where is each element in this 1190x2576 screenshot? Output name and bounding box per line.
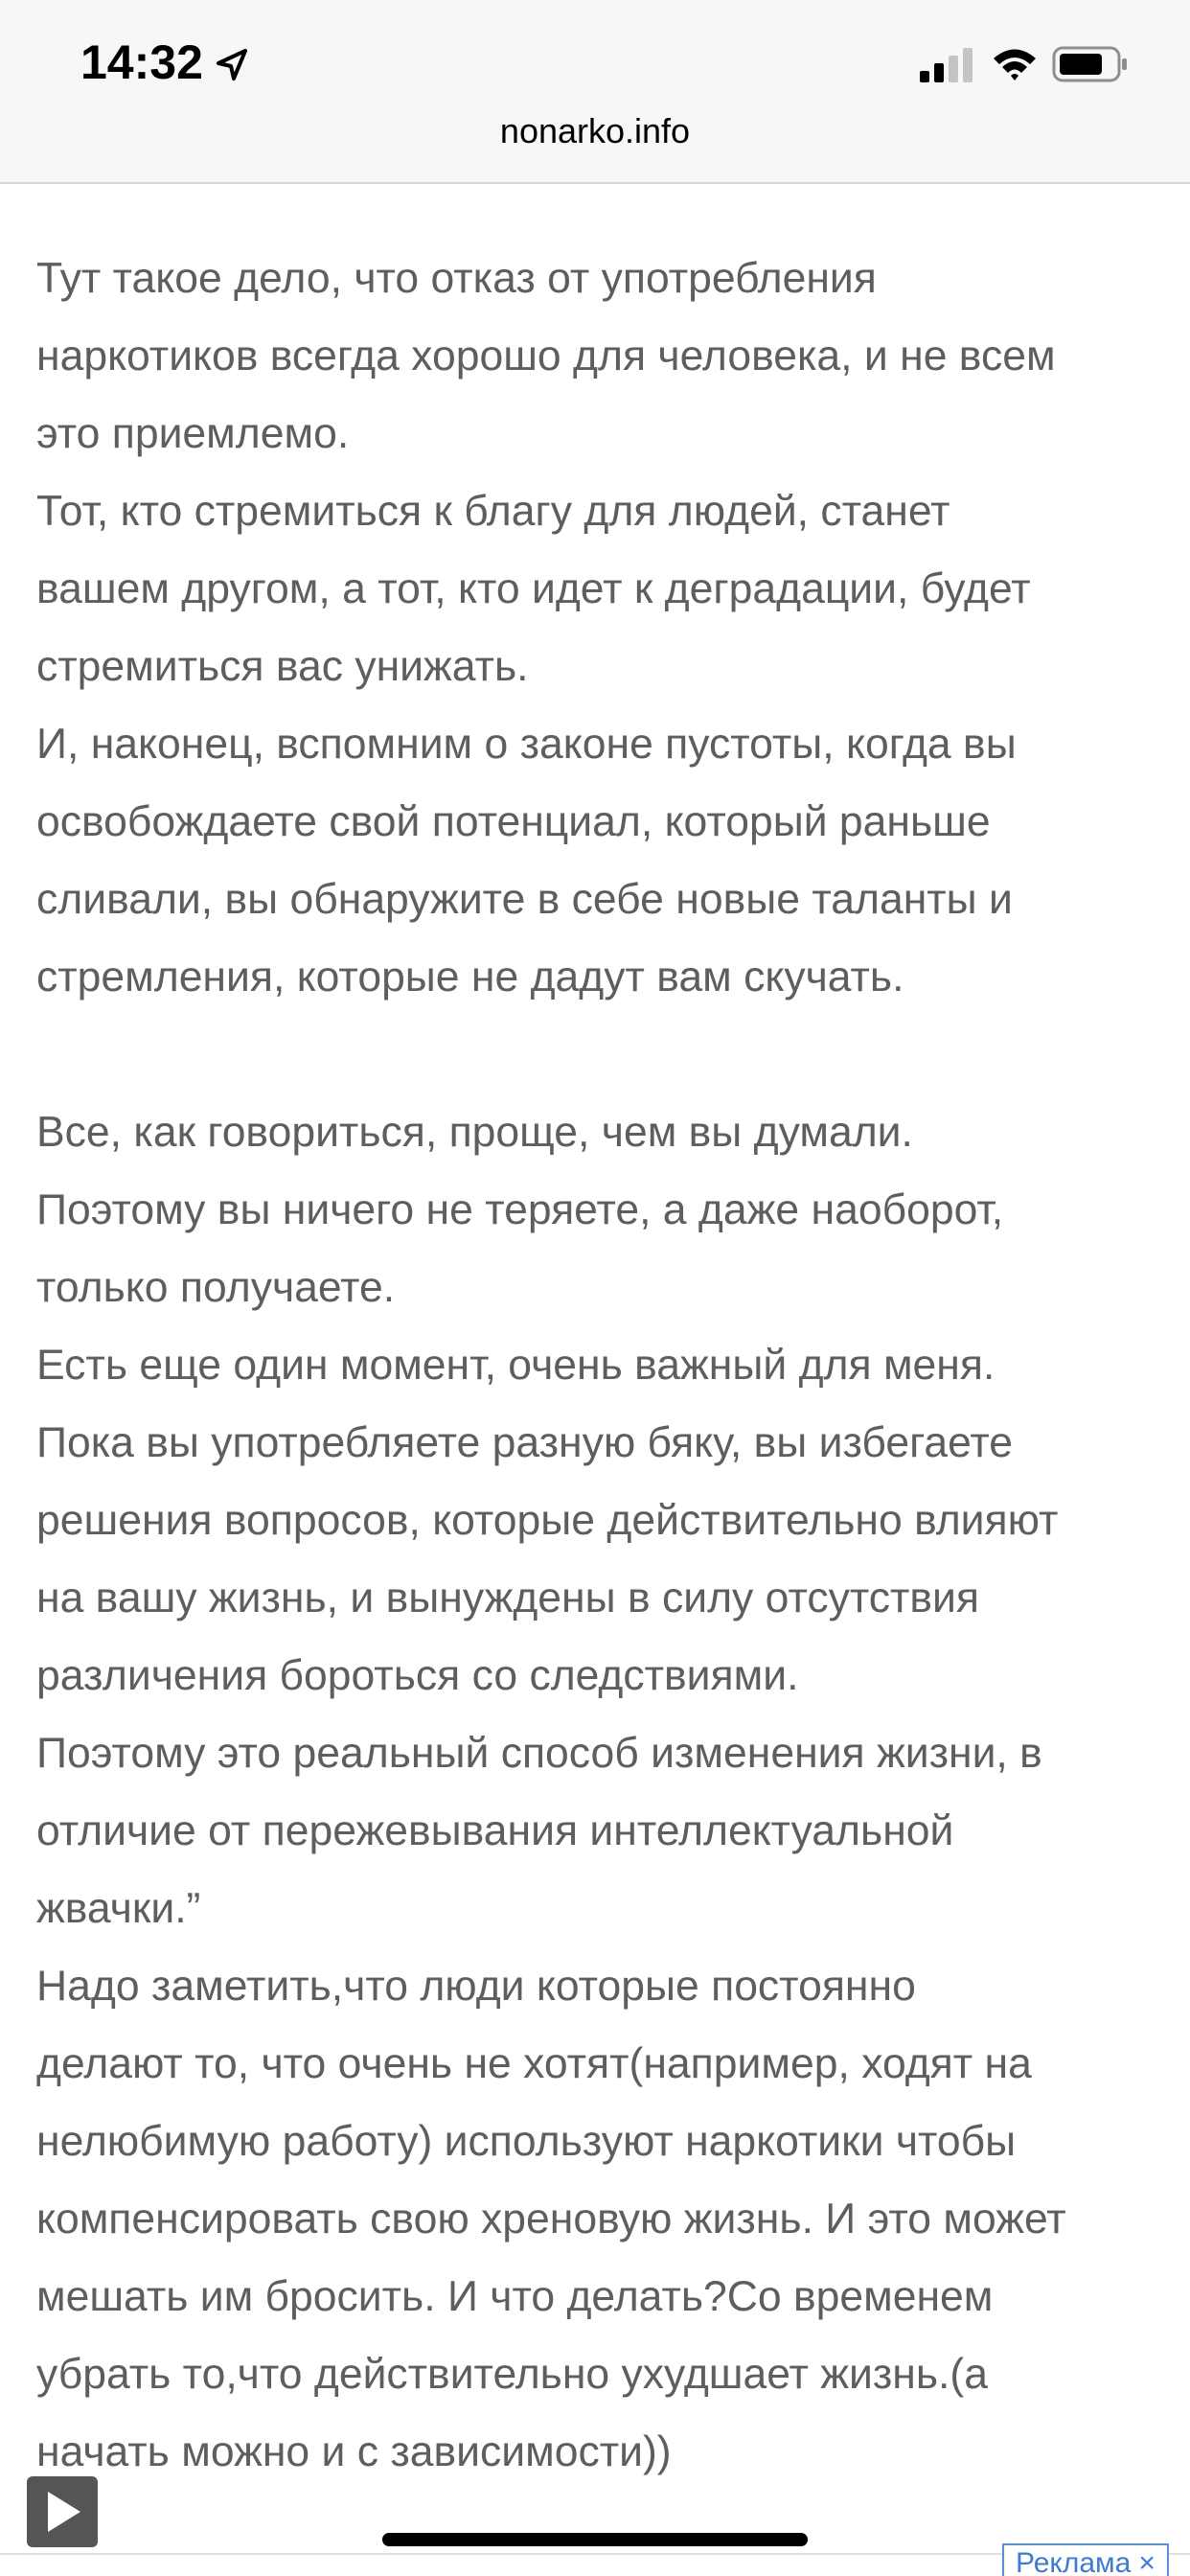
article-line: мешать им бросить. И что делать?Со временем bbox=[36, 2273, 994, 2320]
article-line: Есть еще один момент, очень важный для меня. bbox=[36, 1342, 995, 1389]
cellular-signal-icon bbox=[920, 48, 973, 82]
article-line: вашем другом, а тот, кто идет к деградации, будет bbox=[36, 565, 1031, 612]
article-line: Тот, кто стремиться к благу для людей, станет bbox=[36, 488, 950, 535]
status-time: 14:32 bbox=[80, 35, 203, 89]
browser-top-bar bbox=[0, 0, 1190, 184]
url-domain[interactable]: nonarko.info bbox=[499, 111, 691, 150]
article-line: на вашу жизнь, и вынуждены в силу отсутствия bbox=[36, 1575, 979, 1622]
article-line: Тут такое дело, что отказ от употребления bbox=[36, 255, 877, 302]
article-line: сливали, вы обнаружите в себе новые таланты и bbox=[36, 876, 1013, 923]
article-line: наркотиков всегда хорошо для человека, и не всем bbox=[36, 333, 1056, 380]
article-line: делают то, что очень не хотят(например, ходят на bbox=[36, 2040, 1032, 2087]
paragraph-gap bbox=[36, 1016, 1167, 1093]
play-icon bbox=[27, 2476, 98, 2547]
battery-icon bbox=[1052, 44, 1129, 84]
article-line: Поэтому вы ничего не теряете, а даже наоборот, bbox=[36, 1186, 1004, 1233]
article-line: это приемлемо. bbox=[36, 410, 350, 457]
home-indicator[interactable] bbox=[382, 2533, 808, 2546]
article-line: отличие от пережевывания интеллектуальной bbox=[36, 1807, 954, 1854]
ad-label: Реклама bbox=[1016, 2547, 1132, 2576]
article-line: только получаете. bbox=[36, 1264, 396, 1311]
article-line: убрать то,что действительно ухудшает жизнь.(а bbox=[36, 2351, 988, 2398]
article-line: Надо заметить,что люди которые постоянно bbox=[36, 1963, 916, 2010]
wifi-icon bbox=[991, 46, 1039, 84]
article-body bbox=[36, 240, 1167, 2491]
article-line: компенсировать свою хреновую жизнь. И это может bbox=[36, 2196, 1066, 2242]
article-line: начать можно и с зависимости)) bbox=[36, 2428, 672, 2475]
ad-close-icon[interactable]: × bbox=[1138, 2547, 1156, 2576]
article-line: нелюбимую работу) используют наркотики чтобы bbox=[36, 2118, 1017, 2165]
article-line: Все, как говориться, проще, чем вы думали. bbox=[36, 1109, 913, 1156]
article-line: освобождаете свой потенциал, который раньше bbox=[36, 798, 991, 845]
article-line: И, наконец, вспомним о законе пустоты, когда вы bbox=[36, 721, 1017, 768]
article-line: решения вопросов, которые действительно влияют bbox=[36, 1497, 1059, 1544]
play-button[interactable] bbox=[27, 2476, 98, 2547]
article-line: стремления, которые не дадут вам скучать. bbox=[36, 954, 904, 1000]
article-line: стремиться вас унижать. bbox=[36, 643, 529, 690]
article-line: Пока вы употребляете разную бяку, вы избегаете bbox=[36, 1419, 1014, 1466]
ad-label-badge[interactable] bbox=[1002, 2543, 1169, 2576]
article-line: жвачки.” bbox=[36, 1885, 201, 1932]
article-line: Поэтому это реальный способ изменения жизни, в bbox=[36, 1730, 1042, 1777]
article-line: различения бороться со следствиями. bbox=[36, 1652, 799, 1699]
location-arrow-icon bbox=[213, 46, 251, 84]
